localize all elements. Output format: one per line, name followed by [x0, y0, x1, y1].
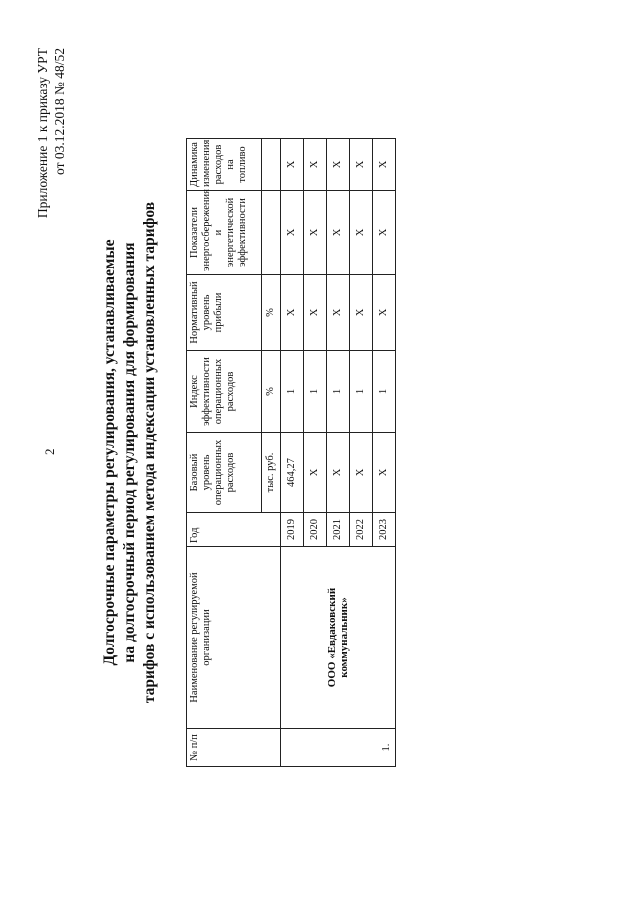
cell-index: 1 [373, 351, 396, 433]
org-number: 1. [281, 729, 396, 767]
cell-index: 1 [350, 351, 373, 433]
header-num: № п/п [187, 729, 281, 767]
cell-index: 1 [327, 351, 350, 433]
unit-fuel [262, 139, 281, 191]
header-org: Наименование регулируемой организации [187, 547, 281, 729]
org-name: ООО «Евдаковский коммунальник» [281, 547, 396, 729]
cell-fuel: X [373, 139, 396, 191]
cell-fuel: X [350, 139, 373, 191]
unit-index: % [262, 351, 281, 433]
cell-profit: X [281, 275, 304, 351]
cell-base: X [350, 433, 373, 513]
cell-year: 2021 [327, 513, 350, 547]
title-line-1: Долгосрочные параметры регулирования, устанавливаемые [101, 239, 118, 666]
cell-year: 2019 [281, 513, 304, 547]
cell-base: X [327, 433, 350, 513]
header-index: Индекс эффективности операционных расходов [187, 351, 262, 433]
table-row [281, 139, 304, 767]
header-energy: Показатели энергосбережения и энергетической эффективности [187, 191, 262, 275]
cell-energy: X [327, 191, 350, 275]
cell-year: 2023 [373, 513, 396, 547]
unit-profit: % [262, 275, 281, 351]
title-line-3: тарифов с использованием метода индексации установленных тарифов [141, 201, 158, 704]
cell-base: X [304, 433, 327, 513]
page-number: 2 [42, 448, 57, 455]
header-row [187, 139, 262, 767]
cell-year: 2022 [350, 513, 373, 547]
cell-profit: X [327, 275, 350, 351]
cell-fuel: X [304, 139, 327, 191]
header-fuel: Динамика изменения расходов на топливо [187, 139, 262, 191]
document-title [100, 140, 160, 765]
appendix-reference [34, 48, 68, 218]
header-year: Год [187, 513, 281, 547]
parameters-table [186, 138, 396, 767]
cell-energy: X [304, 191, 327, 275]
cell-energy: X [281, 191, 304, 275]
header-profit: Нормативный уровень прибыли [187, 275, 262, 351]
cell-index: 1 [281, 351, 304, 433]
cell-profit: X [304, 275, 327, 351]
cell-fuel: X [327, 139, 350, 191]
unit-base: тыс. руб. [262, 433, 281, 513]
cell-base: 464,27 [281, 433, 304, 513]
cell-year: 2020 [304, 513, 327, 547]
appendix-line-2: от 03.12.2018 № 48/52 [52, 48, 67, 175]
cell-energy: X [373, 191, 396, 275]
title-line-2: на долгосрочный период регулирования для формирования [121, 242, 138, 663]
cell-profit: X [350, 275, 373, 351]
header-base: Базовый уровень операционных расходов [187, 433, 262, 513]
cell-profit: X [373, 275, 396, 351]
cell-base: X [373, 433, 396, 513]
appendix-line-1: Приложение 1 к приказу УРТ [35, 48, 50, 219]
unit-energy [262, 191, 281, 275]
cell-energy: X [350, 191, 373, 275]
cell-index: 1 [304, 351, 327, 433]
cell-fuel: X [281, 139, 304, 191]
